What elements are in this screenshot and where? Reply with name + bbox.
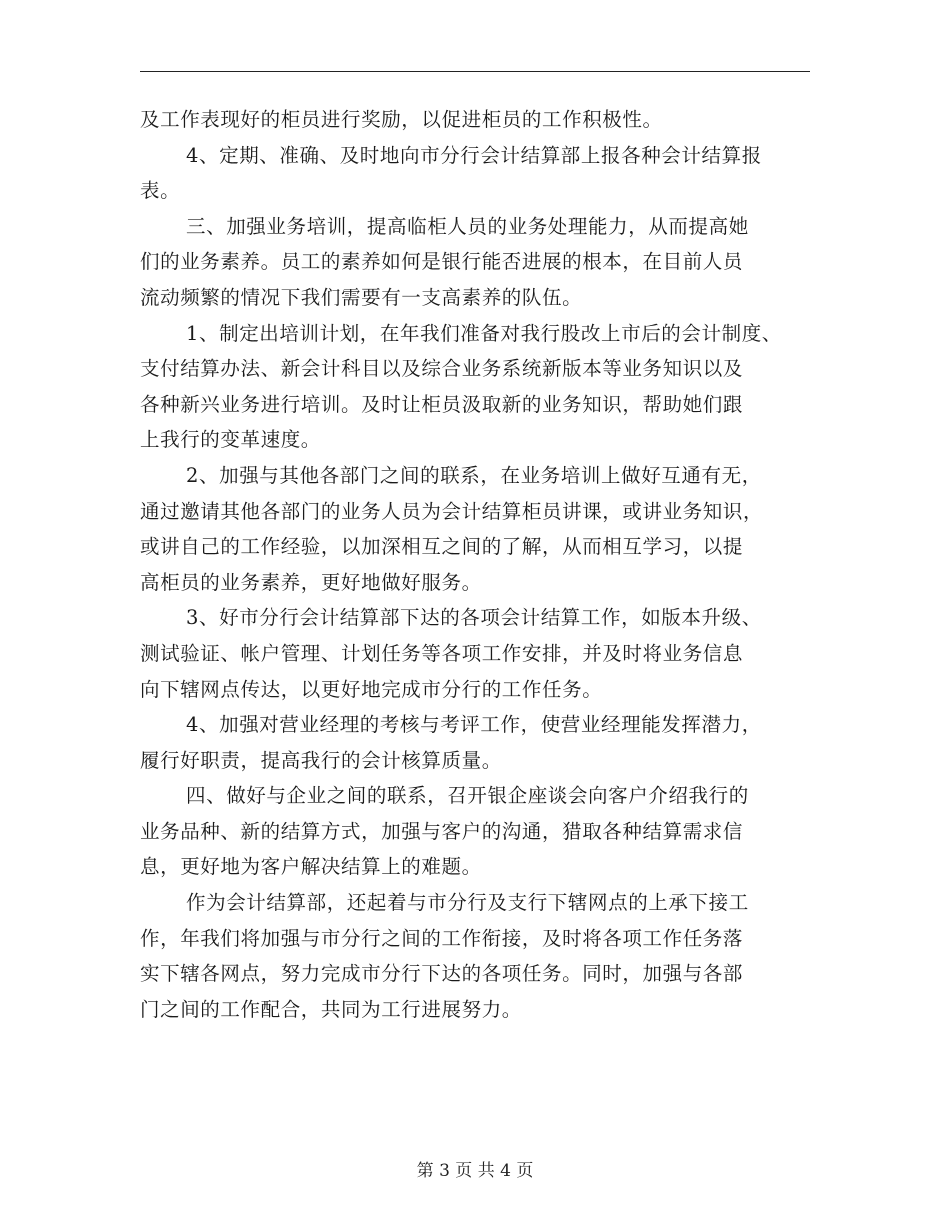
text-line: 业务品种、新的结算方式，加强与客户的沟通，猎取各种结算需求信 bbox=[140, 819, 744, 843]
text-line: 高柜员的业务素养，更好地做好服务。 bbox=[140, 570, 482, 594]
text-line: 或讲自己的工作经验，以加深相互之间的了解，从而相互学习，以提 bbox=[140, 535, 744, 559]
text-line: 表。 bbox=[140, 179, 181, 203]
text-line: 通过邀请其他各部门的业务人员为会计结算柜员讲课，或讲业务知识， bbox=[140, 499, 764, 523]
text-line: 4、加强对营业经理的考核与考评工作，使营业经理能发挥潜力， bbox=[186, 713, 762, 737]
text-line: 三、加强业务培训，提高临柜人员的业务处理能力，从而提高她 bbox=[186, 214, 749, 238]
text-line: 各种新兴业务进行培训。及时让柜员汲取新的业务知识，帮助她们跟 bbox=[140, 392, 744, 416]
text-line: 作，年我们将加强与市分行之间的工作衔接，及时将各项工作任务落 bbox=[140, 926, 744, 950]
text-line: 四、做好与企业之间的联系，召开银企座谈会向客户介绍我行的 bbox=[186, 784, 749, 808]
text-line: 及工作表现好的柜员进行奖励，以促进柜员的工作积极性。 bbox=[140, 108, 663, 131]
text-line: 门之间的工作配合，共同为工行进展努力。 bbox=[140, 997, 522, 1021]
text-line: 作为会计结算部，还起着与市分行及支行下辖网点的上承下接工 bbox=[186, 891, 749, 915]
text-line: 们的业务素养。员工的素养如何是银行能否进展的根本，在目前人员 bbox=[140, 250, 744, 274]
text-line: 支付结算办法、新会计科目以及综合业务系统新版本等业务知识以及 bbox=[140, 357, 744, 381]
text-line: 3、好市分行会计结算部下达的各项会计结算工作，如版本升级、 bbox=[186, 606, 762, 630]
header-rule bbox=[140, 71, 810, 72]
text-line: 2、加强与其他各部门之间的联系，在业务培训上做好互通有无， bbox=[186, 463, 762, 487]
text-line: 4、定期、准确、及时地向市分行会计结算部上报各种会计结算报 bbox=[186, 143, 762, 167]
text-line: 履行好职责，提高我行的会计核算质量。 bbox=[140, 748, 502, 772]
text-line: 1、制定出培训计划，在年我们准备对我行股改上市后的会计制度、 bbox=[186, 321, 782, 345]
page-number: 第 3 页 共 4 页 bbox=[416, 1161, 534, 1181]
text-line: 向下辖网点传达，以更好地完成市分行的工作任务。 bbox=[140, 677, 603, 701]
text-line: 上我行的变革速度。 bbox=[140, 428, 321, 452]
text-line: 实下辖各网点，努力完成市分行下达的各项任务。同时，加强与各部 bbox=[140, 962, 744, 986]
text-line: 流动频繁的情况下我们需要有一支高素养的队伍。 bbox=[140, 285, 583, 309]
document-body bbox=[140, 102, 812, 1027]
text-line: 测试验证、帐户管理、计划任务等各项工作安排，并及时将业务信息 bbox=[140, 641, 744, 665]
text-line: 息，更好地为客户解决结算上的难题。 bbox=[140, 855, 482, 879]
